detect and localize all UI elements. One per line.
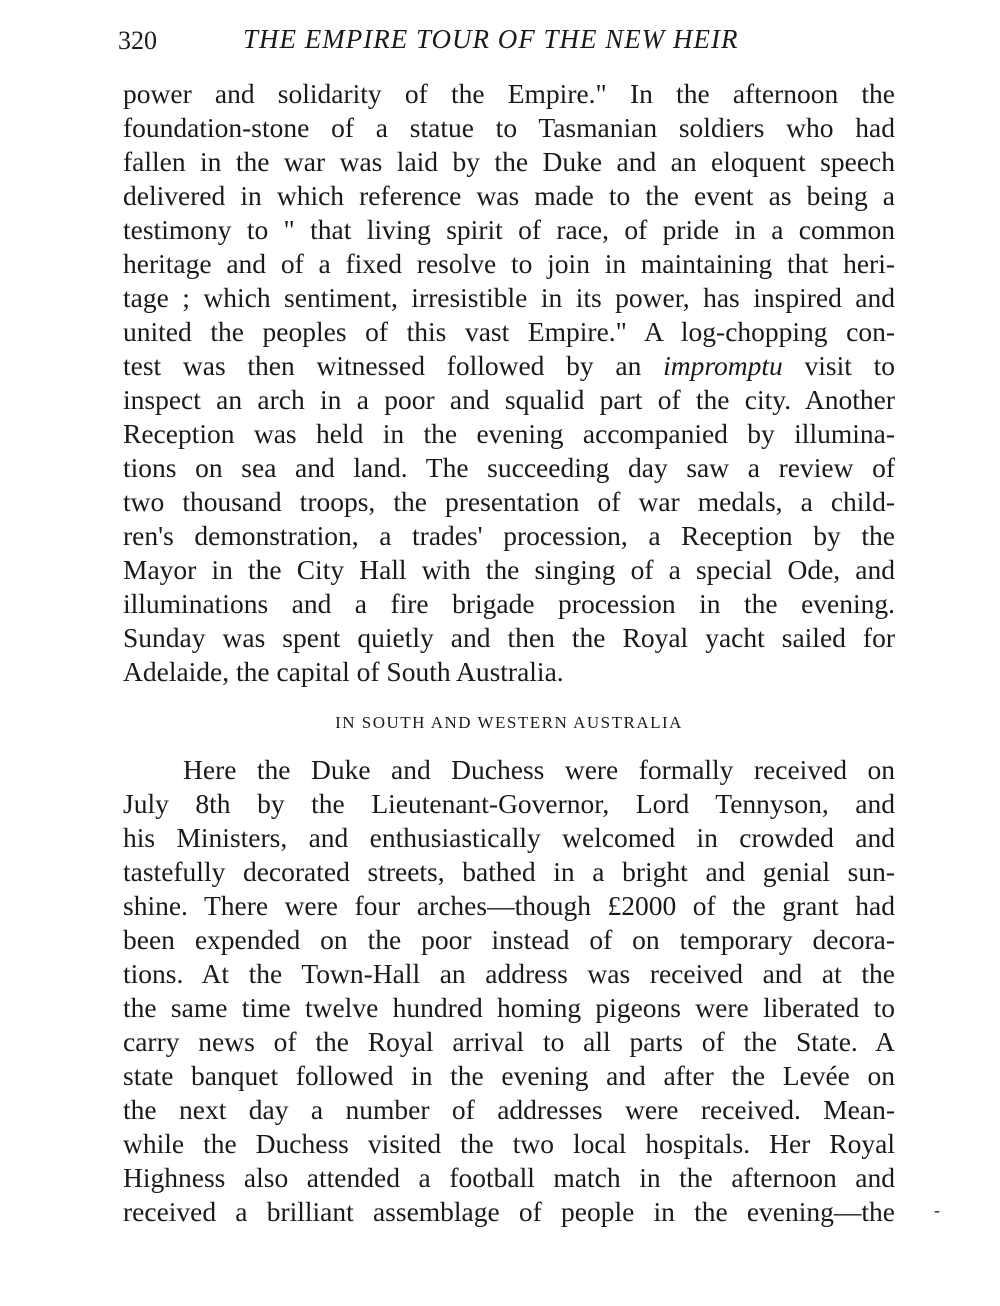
- page-header: [118, 24, 898, 54]
- text-line: power and solidarity of the Empire." In the afternoon the: [123, 78, 895, 109]
- text-line: tions on sea and land. The succeeding day saw a review of: [123, 452, 895, 483]
- text-line: the same time twelve hundred homing pigeons were liberated to: [123, 992, 895, 1023]
- text-line: fallen in the war was laid by the Duke and an eloquent speech: [123, 146, 895, 177]
- paragraph-1: [123, 77, 895, 689]
- page-number: 320: [118, 26, 157, 55]
- text-line: delivered in which reference was made to the event as being a: [123, 180, 895, 211]
- text-line: his Ministers, and enthusiastically welcomed in crowded and: [123, 822, 895, 853]
- text-line: Reception was held in the evening accompanied by illumina-: [123, 418, 895, 449]
- text-line: Here the Duke and Duchess were formally received on: [183, 754, 895, 785]
- text-line: united the peoples of this vast Empire." A log-chopping con-: [123, 316, 895, 347]
- text-line: testimony to " that living spirit of race, of pride in a common: [123, 214, 895, 245]
- paragraph-2: [123, 753, 895, 1229]
- text-line: ren's demonstration, a trades' procession, a Reception by the: [123, 520, 895, 551]
- text-line: Mayor in the City Hall with the singing of a special Ode, and: [123, 554, 895, 585]
- text-line: tions. At the Town-Hall an address was received and at the: [123, 958, 895, 989]
- text-line: been expended on the poor instead of on temporary decora-: [123, 924, 895, 955]
- text-line: tage ; which sentiment, irresistible in its power, has inspired and: [123, 282, 895, 313]
- text-line: received a brilliant assemblage of people in the evening—the: [123, 1196, 895, 1227]
- text-line: state banquet followed in the evening and after the Levée on: [123, 1060, 895, 1091]
- margin-mark: -: [934, 1200, 940, 1220]
- text-line: shine. There were four arches—though £2000 of the grant had: [123, 890, 895, 921]
- text-line: Sunday was spent quietly and then the Royal yacht sailed for: [123, 622, 895, 653]
- running-title: THE EMPIRE TOUR OF THE NEW HEIR: [243, 24, 739, 54]
- text-line: carry news of the Royal arrival to all parts of the State. A: [123, 1026, 895, 1057]
- section-heading: IN SOUTH AND WESTERN AUSTRALIA: [335, 713, 683, 732]
- text-line: Adelaide, the capital of South Australia.: [123, 656, 564, 687]
- text-line: Highness also attended a football match in the afternoon and: [123, 1162, 895, 1193]
- text-line: while the Duchess visited the two local hospitals. Her Royal: [123, 1128, 895, 1159]
- text-line: illuminations and a fire brigade procession in the evening.: [123, 588, 895, 619]
- text-line: heritage and of a fixed resolve to join in maintaining that heri-: [123, 248, 895, 279]
- text-line: test was then witnessed followed by an impromptu visit to: [123, 350, 896, 381]
- text-line: July 8th by the Lieutenant-Governor, Lord Tennyson, and: [123, 788, 895, 819]
- text-line: the next day a number of addresses were received. Mean-: [123, 1094, 895, 1125]
- text-line: tastefully decorated streets, bathed in a bright and genial sun-: [123, 856, 895, 887]
- italic-word: impromptu: [663, 350, 783, 381]
- text-line: two thousand troops, the presentation of war medals, a child-: [123, 486, 895, 517]
- text-line: inspect an arch in a poor and squalid part of the city. Another: [123, 384, 895, 415]
- text-line: foundation-stone of a statue to Tasmanian soldiers who had: [123, 112, 895, 143]
